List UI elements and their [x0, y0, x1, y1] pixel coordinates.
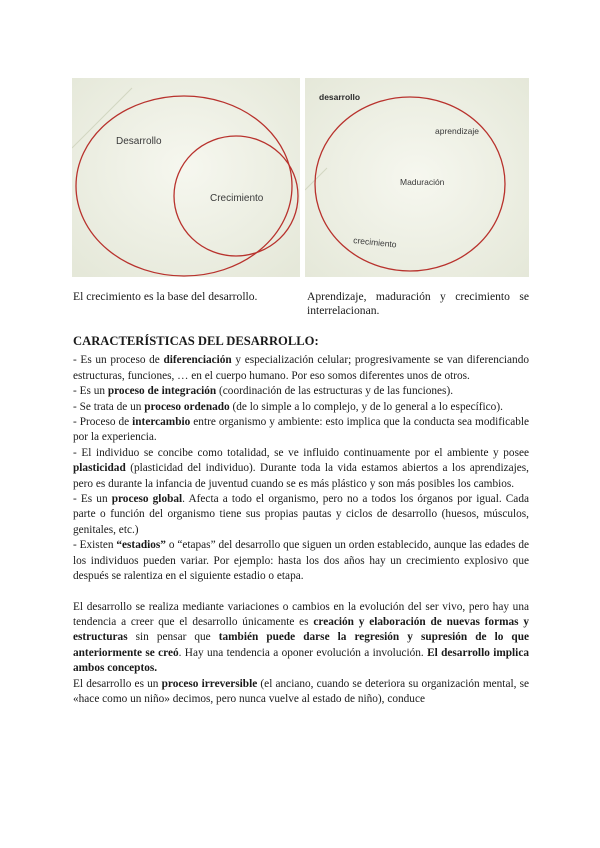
list-item: - El individuo se concibe como totalidad, se ve influido continuamente por el ambiente y posee plasticidad (plasticidad del individuo). Durante toda la vida estamos abiertos a los aprendizajes, pero es durante la infancia de juventud cuando se es más plástico y son más posibles los cambios. — [73, 446, 529, 490]
label-maduracion: Maduración — [400, 177, 445, 187]
list-item: - Se trata de un proceso ordenado (de lo simple a lo complejo, y de lo general a lo específico). — [73, 400, 503, 413]
figure-background — [72, 78, 300, 277]
paragraph-evolution: El desarrollo se realiza mediante variaciones o cambios en la evolución del ser vivo, pero hay una tendencia a creer que el desarrollo únicamente es creación y elaboración de nuevas formas y estructuras sin pensar que también puede darse la regresión y supresión de lo que anteriormente se creó. Hay una tendencia a oponer evolución a involución. El desarrollo implica ambos conceptos. — [73, 600, 529, 675]
figure-learning-maturation-growth — [305, 78, 529, 277]
label-crecimiento-small: crecimiento — [352, 235, 398, 250]
list-item: - Es un proceso de integración (coordinación de las estructuras y de las funciones). — [73, 385, 454, 398]
list-item: - Es un proceso de diferenciación y especialización celular; progresivamente se van diferenciando estructuras, funciones, … en el cuerpo humano. Por eso somos diferentes unos de otros. — [73, 354, 529, 382]
caption-figure-1: El crecimiento es la base del desarrollo. — [73, 290, 258, 303]
document-body — [73, 334, 529, 707]
label-aprendizaje: aprendizaje — [435, 126, 479, 136]
list-item: - Existen “estadios” o “etapas” del desarrollo que siguen un orden establecido, aunque las edades de los individuos pueden variar. Por ejemplo: hasta los dos años hay un crecimiento explosivo que después se ralentiza en el siguiente estadio o etapa. — [73, 539, 530, 583]
list-item: - Es un proceso global. Afecta a todo el organismo, pero no a todos los órganos por igual. Cada parte o función del organismo tiene sus propias pautas y ciclos de desarrollo (huesos, músculos, genitales, etc.) — [73, 493, 529, 536]
paragraph-irreversible: El desarrollo es un proceso irreversible (el anciano, cuando se deteriora su organización mental, se «hace como un niño» decimos, pero nunca vuelve al estado de niño), conduce — [73, 677, 530, 705]
label-desarrollo: Desarrollo — [116, 136, 162, 147]
figure-development-growth — [72, 78, 300, 277]
label-desarrollo-title: desarrollo — [319, 92, 361, 102]
label-crecimiento: Crecimiento — [210, 193, 264, 204]
caption-figure-2: Aprendizaje, maduración y crecimiento se interrelacionan. — [307, 290, 529, 317]
section-heading: CARACTERÍSTICAS DEL DESARROLLO: — [73, 334, 319, 348]
list-item: - Proceso de intercambio entre organismo y ambiente: esto implica que la conducta sea modificable por la experiencia. — [73, 416, 530, 444]
